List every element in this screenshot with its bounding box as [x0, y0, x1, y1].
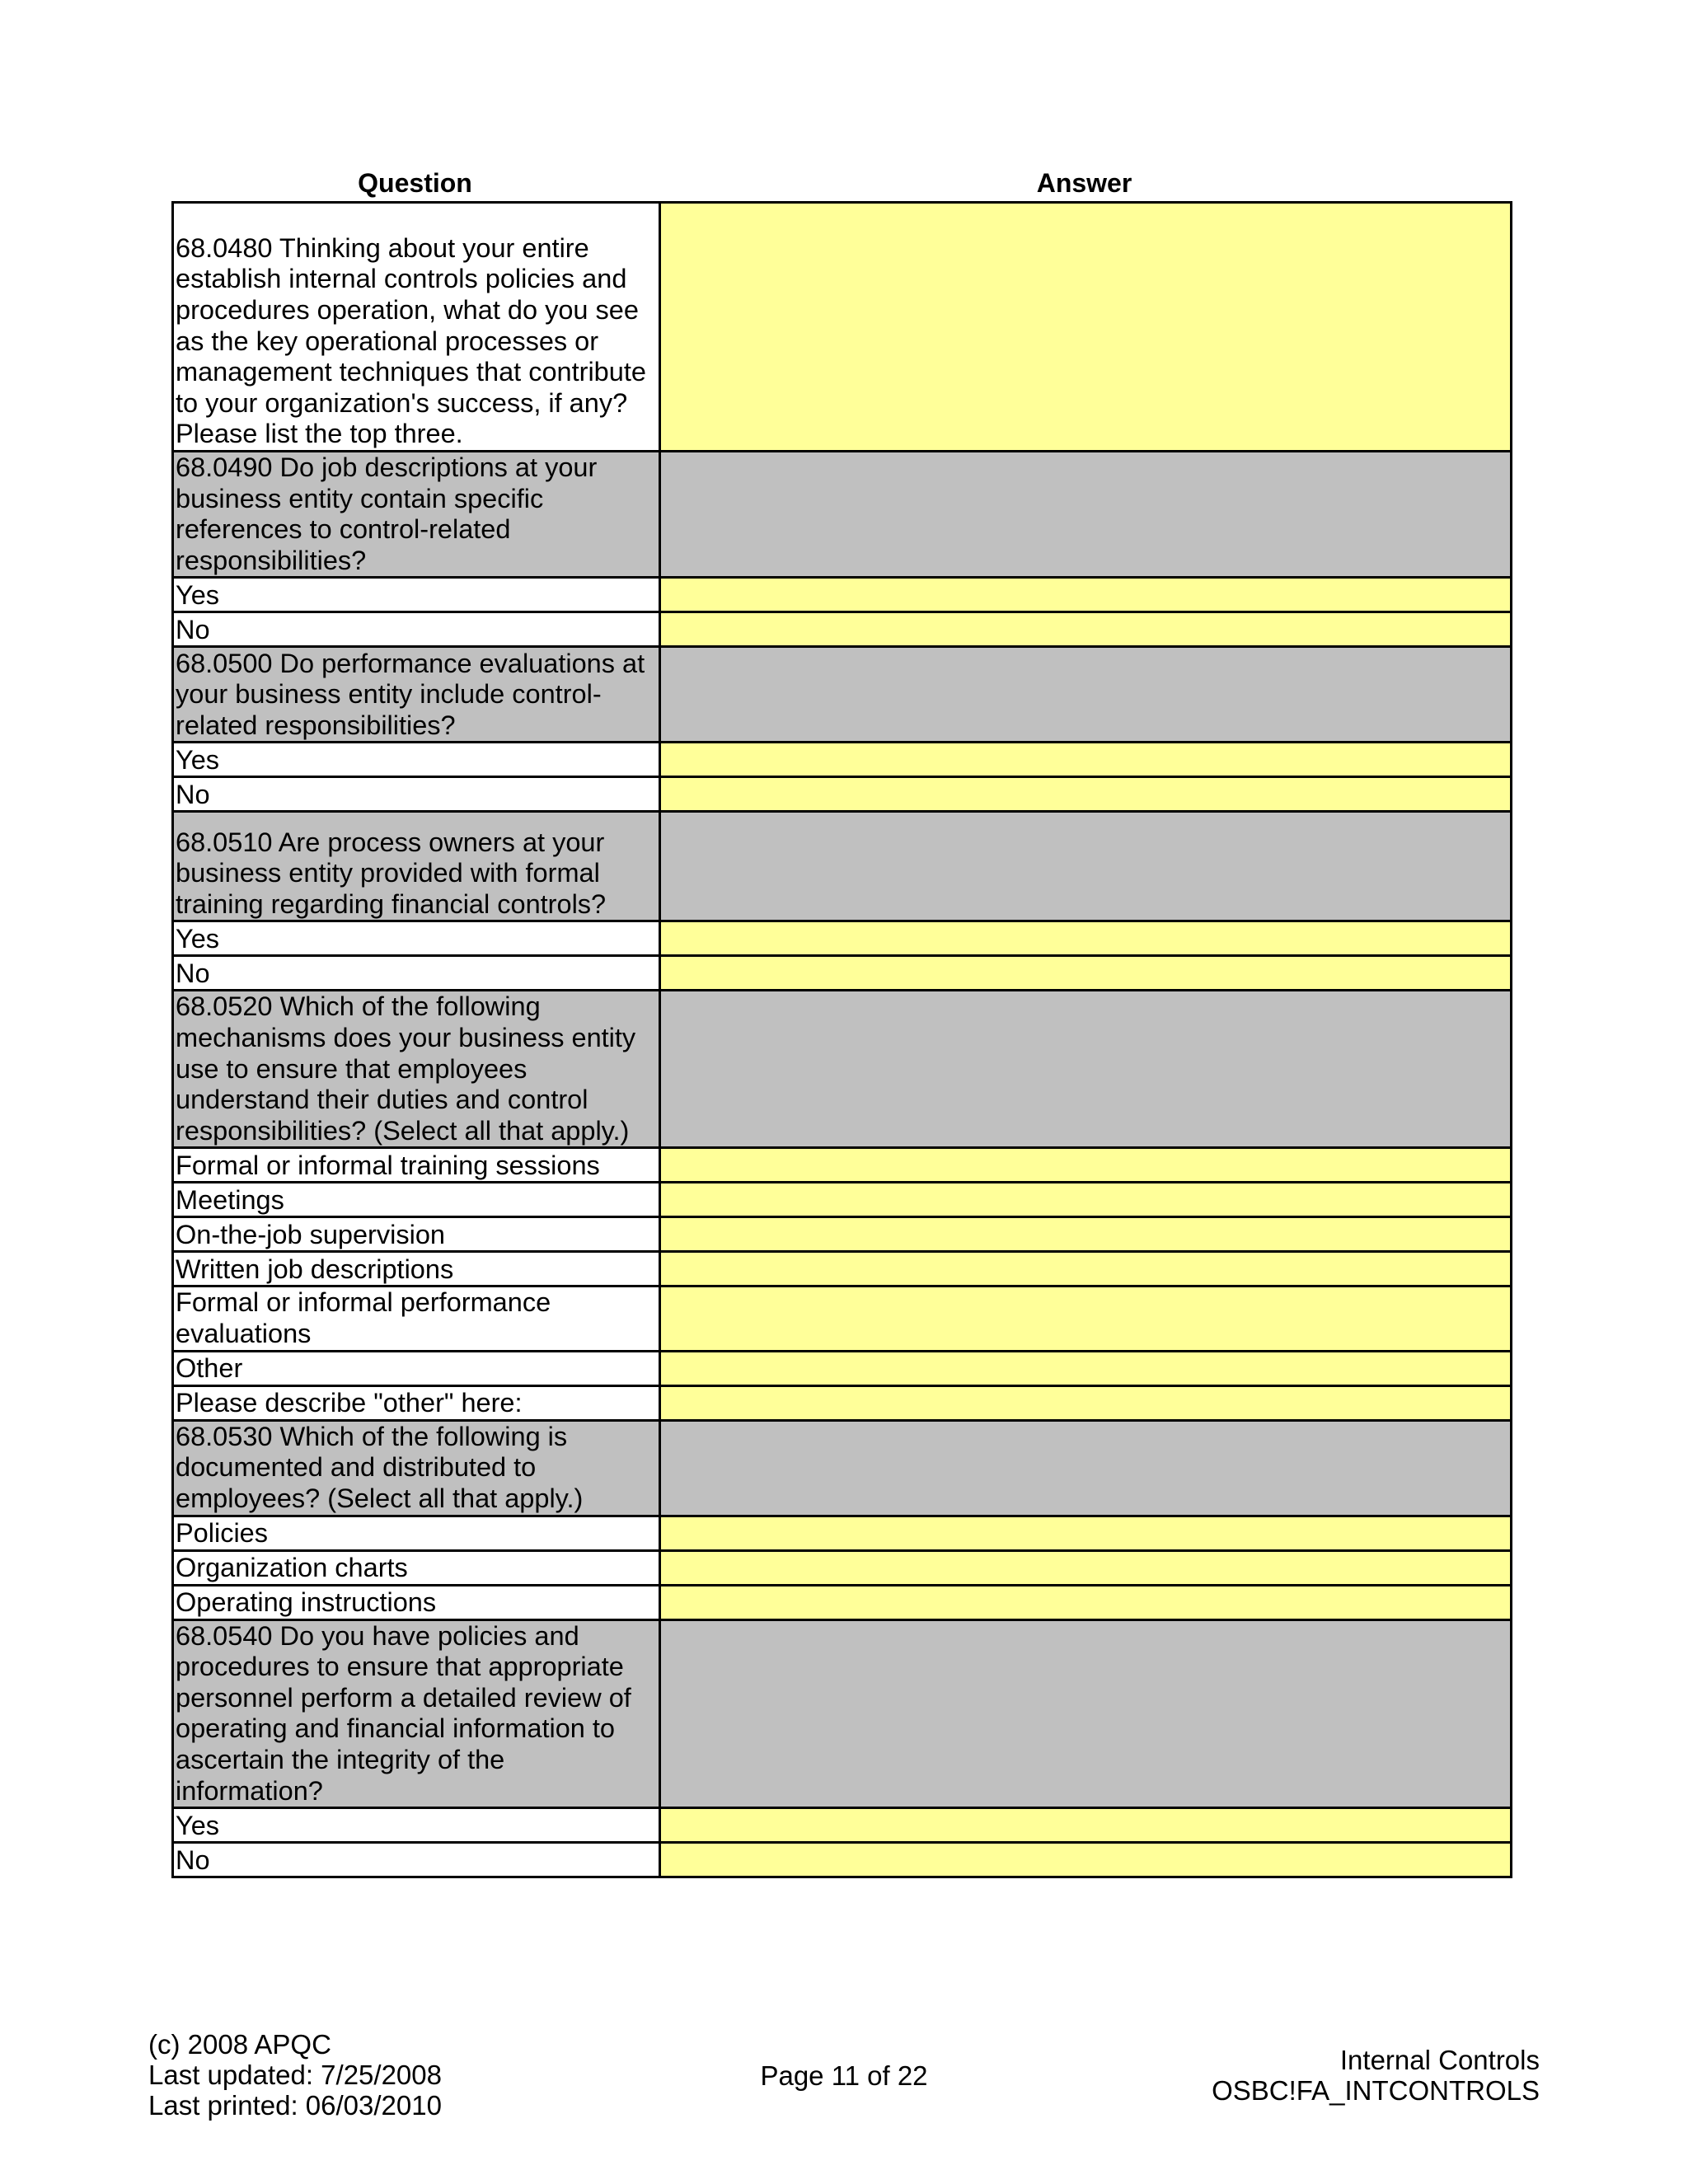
- question-row: [173, 1420, 1512, 1516]
- option-label: Yes: [173, 578, 660, 612]
- option-label: Policies: [173, 1516, 660, 1550]
- option-label: Yes: [173, 921, 660, 956]
- sheet-name: OSBC!FA_INTCONTROLS: [1212, 2075, 1540, 2106]
- option-row: [173, 1351, 1512, 1385]
- option-row: [173, 612, 1512, 647]
- answer-cell[interactable]: [660, 1252, 1512, 1286]
- answer-cell: [660, 452, 1512, 578]
- questionnaire-table: [171, 201, 1512, 1878]
- option-row: [173, 1286, 1512, 1351]
- last-printed-text: Last printed: 06/03/2010: [148, 2090, 442, 2121]
- option-row: [173, 1843, 1512, 1877]
- question-text: 68.0500 Do performance evaluations at your business entity include control-related responsibilities?: [173, 647, 660, 743]
- answer-cell[interactable]: [660, 1183, 1512, 1217]
- answer-cell[interactable]: [660, 1351, 1512, 1385]
- option-row: [173, 777, 1512, 812]
- answer-cell: [660, 991, 1512, 1148]
- table-header: [171, 165, 1510, 201]
- question-text: 68.0490 Do job descriptions at your business entity contain specific references to control-related responsibilities?: [173, 452, 660, 578]
- option-label: No: [173, 612, 660, 647]
- answer-cell: [660, 1619, 1512, 1808]
- answer-cell[interactable]: [660, 921, 1512, 956]
- answer-cell[interactable]: [660, 1217, 1512, 1252]
- footer-right: [1212, 2045, 1540, 2106]
- answer-cell: [660, 647, 1512, 743]
- answer-cell[interactable]: [660, 956, 1512, 991]
- question-row: [173, 991, 1512, 1148]
- answer-column-header: Answer: [1036, 168, 1132, 198]
- answer-cell: [660, 812, 1512, 921]
- option-label: Yes: [173, 743, 660, 777]
- section-name: Internal Controls: [1339, 2045, 1540, 2075]
- option-row: [173, 578, 1512, 612]
- answer-cell[interactable]: [660, 1286, 1512, 1351]
- answer-cell[interactable]: [660, 1808, 1512, 1843]
- option-label: Yes: [173, 1808, 660, 1843]
- answer-cell[interactable]: [660, 743, 1512, 777]
- question-text: 68.0480 Thinking about your entire establish internal controls policies and procedures operation, what do you see as the key operational processes or management techniques that contribute to your organization's success, if any? Please list the top three.: [173, 203, 660, 452]
- option-row: [173, 1385, 1512, 1420]
- option-row: [173, 1585, 1512, 1619]
- option-row: [173, 1252, 1512, 1286]
- option-label: Formal or informal training sessions: [173, 1148, 660, 1183]
- answer-cell[interactable]: [660, 1385, 1512, 1420]
- option-label: Please describe "other" here:: [173, 1385, 660, 1420]
- question-text: 68.0540 Do you have policies and procedures to ensure that appropriate personnel perform a detailed review of operating and financial information to ascertain the integrity of the information?: [173, 1619, 660, 1808]
- answer-cell[interactable]: [660, 1148, 1512, 1183]
- answer-cell[interactable]: [660, 612, 1512, 647]
- question-row: [173, 647, 1512, 743]
- answer-cell[interactable]: [660, 1585, 1512, 1619]
- question-text: 68.0520 Which of the following mechanisms does your business entity use to ensure that employees understand their duties and control responsibilities? (Select all that apply.): [173, 991, 660, 1148]
- option-row: [173, 1183, 1512, 1217]
- question-row: [173, 452, 1512, 578]
- option-row: [173, 743, 1512, 777]
- option-label: Meetings: [173, 1183, 660, 1217]
- answer-cell: [660, 1420, 1512, 1516]
- question-row: [173, 812, 1512, 921]
- option-row: [173, 956, 1512, 991]
- copyright-text: (c) 2008 APQC: [148, 2029, 331, 2060]
- option-label: Organization charts: [173, 1550, 660, 1585]
- question-column-header: Question: [358, 168, 472, 198]
- question-text: 68.0530 Which of the following is documented and distributed to employees? (Select all that apply.): [173, 1420, 660, 1516]
- option-label: On-the-job supervision: [173, 1217, 660, 1252]
- answer-cell[interactable]: [660, 1550, 1512, 1585]
- option-row: [173, 921, 1512, 956]
- answer-cell[interactable]: [660, 1843, 1512, 1877]
- answer-cell[interactable]: [660, 203, 1512, 452]
- questionnaire-sheet: [171, 165, 1510, 1878]
- option-row: [173, 1217, 1512, 1252]
- option-label: Written job descriptions: [173, 1252, 660, 1286]
- page-number: Page 11 of 22: [760, 2060, 928, 2091]
- last-updated-text: Last updated: 7/25/2008: [148, 2060, 442, 2090]
- question-text: 68.0510 Are process owners at your business entity provided with formal training regarding financial controls?: [173, 812, 660, 921]
- question-row: [173, 203, 1512, 452]
- option-row: [173, 1516, 1512, 1550]
- option-label: No: [173, 956, 660, 991]
- option-label: No: [173, 777, 660, 812]
- option-row: [173, 1808, 1512, 1843]
- option-label: Operating instructions: [173, 1585, 660, 1619]
- answer-cell[interactable]: [660, 1516, 1512, 1550]
- answer-cell[interactable]: [660, 777, 1512, 812]
- option-label: Other: [173, 1351, 660, 1385]
- option-label: Formal or informal performance evaluations: [173, 1286, 660, 1351]
- question-row: [173, 1619, 1512, 1808]
- option-label: No: [173, 1843, 660, 1877]
- option-row: [173, 1550, 1512, 1585]
- option-row: [173, 1148, 1512, 1183]
- answer-cell[interactable]: [660, 578, 1512, 612]
